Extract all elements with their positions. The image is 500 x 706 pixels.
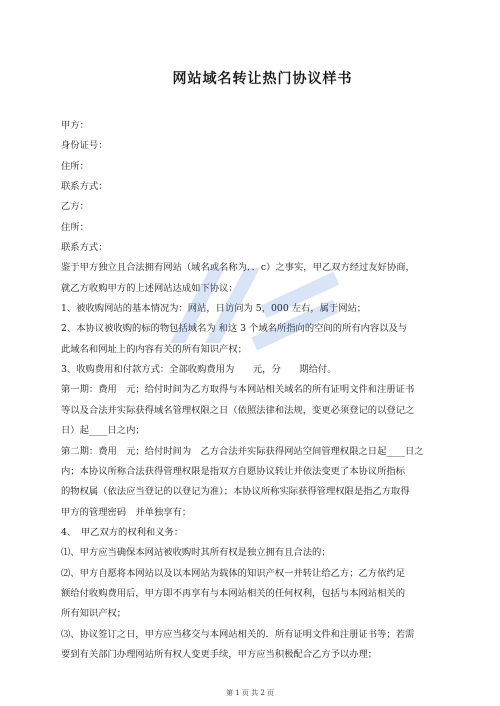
payment-phase-1: 第一期：费用 元；给付时间为乙方取得与本网站相关域名的所有证明文件和注册证书 bbox=[61, 384, 415, 396]
clause-1: 1、被收购网站的基本情况为：网站，日访问为 5，000 左右，属于网站； bbox=[61, 303, 367, 315]
sub-clause-3: ⑶、协议签订之日，甲方应当移交与本网站相关的．所有证明文件和注册证书等；若需 bbox=[61, 628, 415, 640]
text-line: 要到有关部门办理网站所有权人变更手续，甲方应当积极配合乙方予以办理； bbox=[61, 648, 378, 660]
text-line: 甲方的管理密码 并单独享有； bbox=[61, 506, 192, 518]
page-footer: 第 1 页 共 2 页 bbox=[225, 689, 275, 697]
address-label-b: 住所： bbox=[61, 221, 89, 233]
id-number-label: 身份证号： bbox=[61, 140, 108, 152]
sub-clause-1: ⑴、甲方应当确保本网站被收购时其所有权是独立拥有且合法的； bbox=[61, 547, 331, 559]
sub-clause-2: ⑵、甲方自愿将本网站以及以本网站为载体的知识产权一并转让给乙方；乙方依约足 bbox=[61, 567, 405, 579]
document-body bbox=[61, 120, 464, 669]
address-label: 住所： bbox=[61, 160, 89, 172]
text-line: 就乙方收购甲方的上述网站达成如下协议： bbox=[61, 282, 238, 294]
party-a-label: 甲方： bbox=[61, 120, 89, 131]
clause-4: 4、 甲乙双方的权利和义务： bbox=[61, 526, 184, 538]
text-line: 内；本协议所称合法获得管理权限是指双方自愿协议转让并依法变更了本协议所指标 bbox=[61, 465, 405, 477]
party-b-label: 乙方： bbox=[61, 201, 89, 213]
payment-phase-2: 第二期：费用 元；给付时间为 乙方合法并实际获得网站空间管理权限之日起____日之 bbox=[61, 445, 424, 457]
text-line: 日）起____日之内； bbox=[61, 425, 145, 437]
text-line: 鉴于甲方独立且合法拥有网站（域名或名称为．．c）之事实，甲乙双方经过友好协商， bbox=[61, 262, 415, 274]
text-line: 此域名和网址上的内容有关的所有知识产权； bbox=[61, 343, 247, 355]
text-line: 等以及合法并实际获得域名管理权限之日（依照法律和法规，变更必须登记的以登记之 bbox=[61, 404, 415, 416]
clause-3: 3、收购费用和付款方式：全部收购费用为 元，分 期给付。 bbox=[61, 364, 337, 376]
contact-label: 联系方式： bbox=[61, 181, 108, 193]
text-line: 额给付收购费用后，甲方即不再享有与本网站相关的任何权利，包括与本网站相关的 bbox=[61, 587, 405, 599]
text-line: 所有知识产权； bbox=[61, 608, 127, 620]
document-title: 网站域名转让热门协议样书 bbox=[172, 71, 353, 87]
contact-label-b: 联系方式： bbox=[61, 242, 108, 254]
clause-2: 2、本协议被收购的标的物包括域名为 和这 3 个域名所指向的空间的所有内容以及与 bbox=[61, 323, 408, 335]
text-line: 的物权属（依法应当登记的以登记为准）；本协议所称实际获得管理权限是指乙方取得 bbox=[61, 486, 410, 498]
